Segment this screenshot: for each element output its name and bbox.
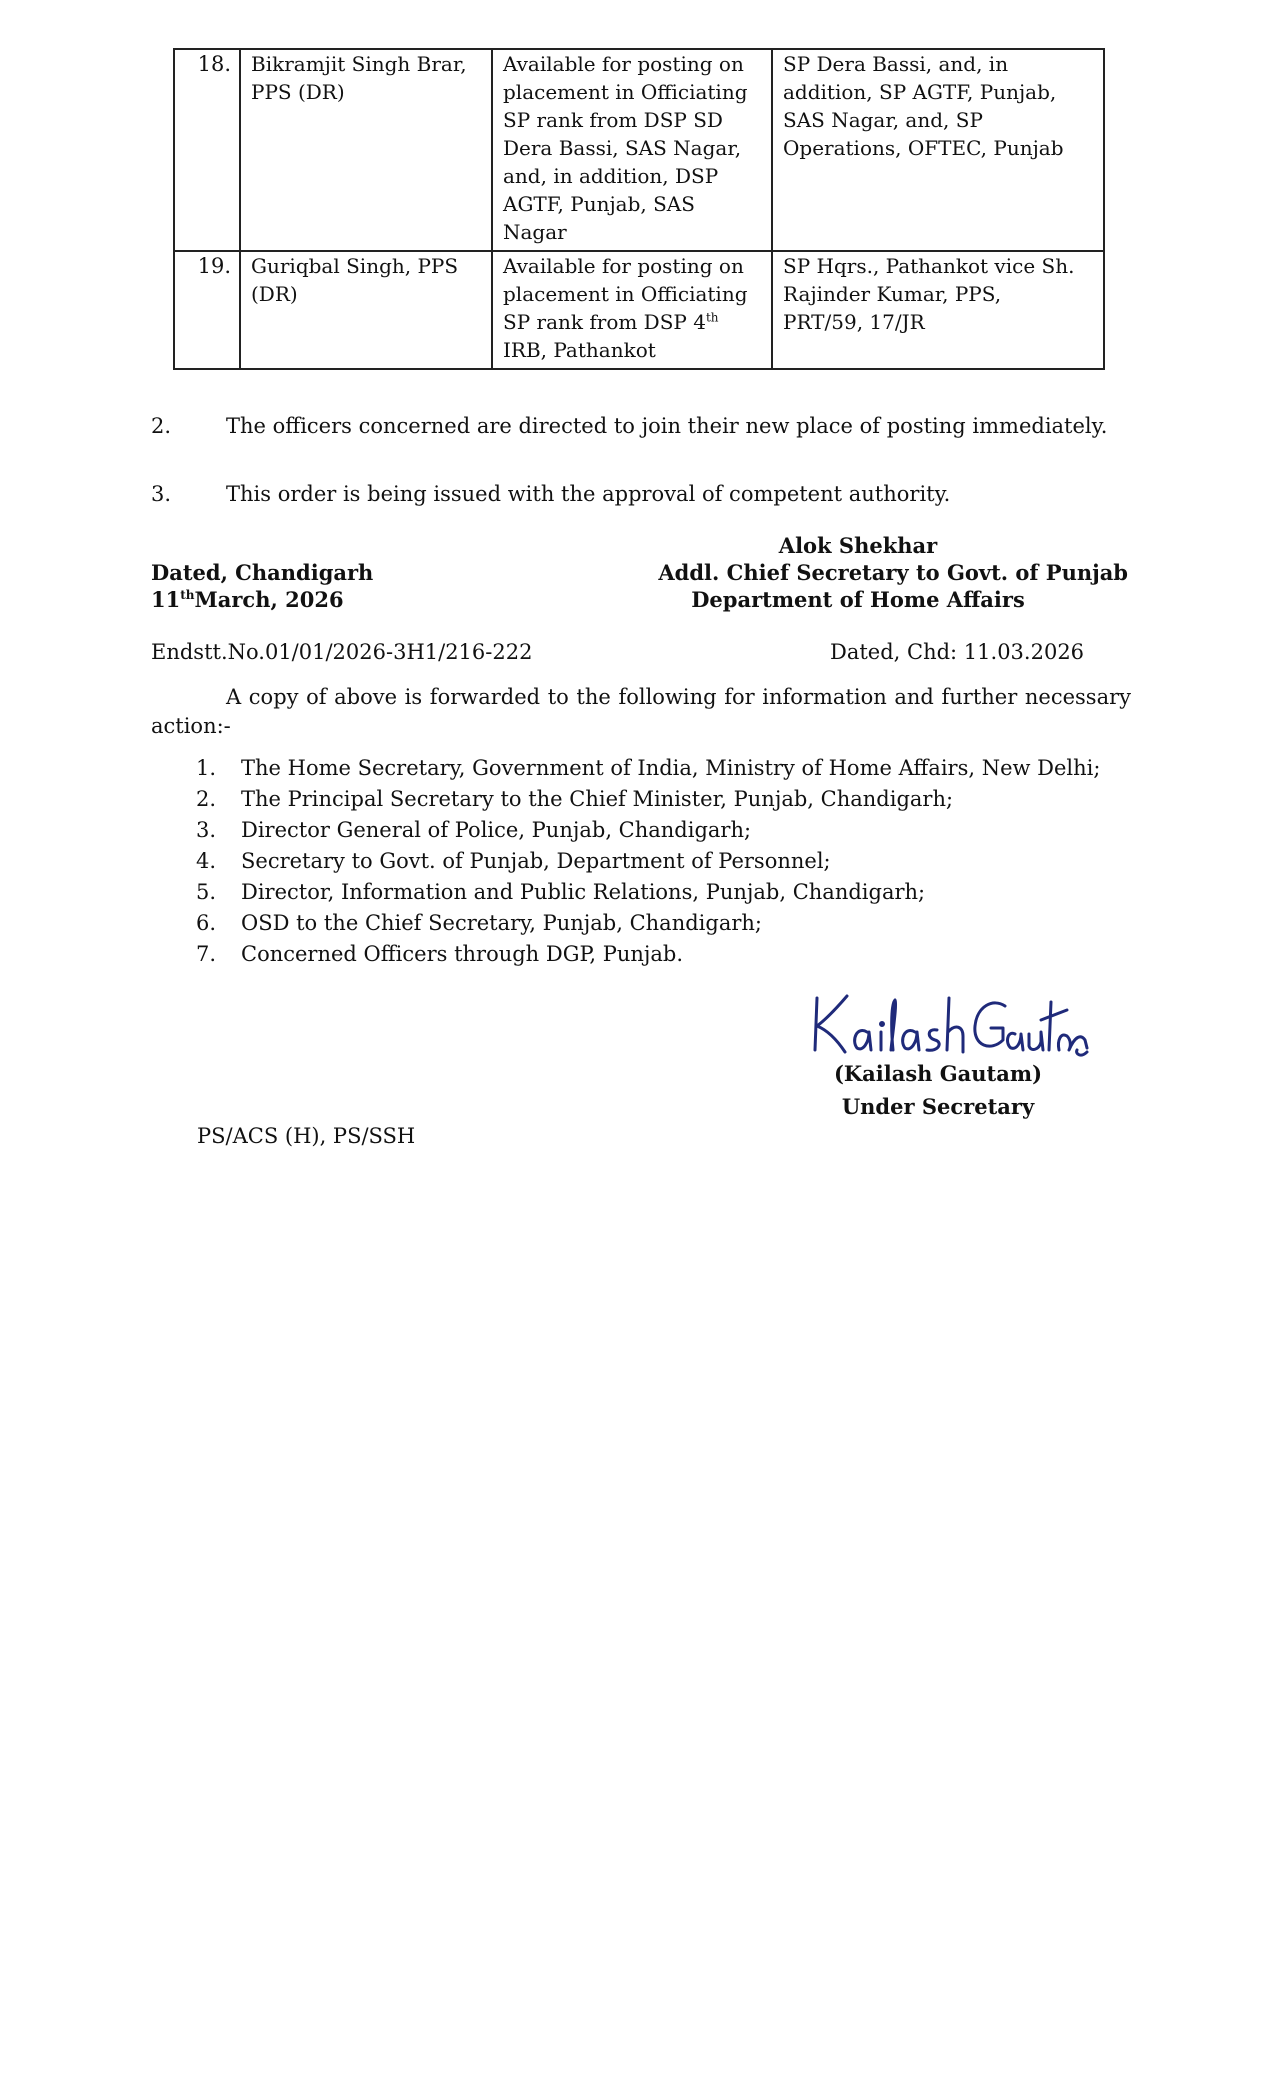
- new-posting: SP Hqrs., Pathankot vice Sh. Rajinder Kumar, PPS, PRT/59, 17/JR: [772, 251, 1104, 369]
- signatory-designation: Addl. Chief Secretary to Govt. of Punjab: [658, 560, 1128, 585]
- signer-name: (Kailash Gautam): [833, 1061, 1043, 1086]
- endorsement-number: Endstt.No.01/01/2026-3H1/216-222: [151, 640, 533, 664]
- table-row: [174, 49, 1104, 251]
- table-row: [174, 251, 1104, 369]
- list-item: 6. OSD to the Chief Secretary, Punjab, Chandigarh;: [196, 911, 762, 935]
- dated-place: Dated, Chandigarh: [151, 560, 374, 585]
- paragraph-3: 3. This order is being issued with the approval of competent authority.: [151, 482, 951, 506]
- signer-block: [818, 1057, 1058, 1123]
- signatory-block: [588, 532, 1128, 613]
- list-item: 7. Concerned Officers through DGP, Punjab.: [196, 942, 684, 966]
- list-item: 4. Secretary to Govt. of Punjab, Department of Personnel;: [196, 849, 831, 873]
- copy-forward-text: A copy of above is forwarded to the following for information and further necessary action:-: [151, 685, 1131, 738]
- endorsement-date: Dated, Chd: 11.03.2026: [830, 640, 1085, 664]
- signatory-name: Alok Shekhar: [778, 533, 938, 558]
- present-posting: Available for posting on placement in Officiating SP rank from DSP 4th IRB, Pathankot: [492, 251, 772, 369]
- postings-table: [173, 48, 1105, 370]
- new-posting: SP Dera Bassi, and, in addition, SP AGTF, Punjab, SAS Nagar, and, SP Operations, OFTEC, Punjab: [772, 49, 1104, 251]
- officer-name: Bikramjit Singh Brar, PPS (DR): [240, 49, 492, 251]
- list-item: 5. Director, Information and Public Relations, Punjab, Chandigarh;: [196, 880, 926, 904]
- dated-date: 11thMarch, 2026: [151, 587, 344, 612]
- present-posting: Available for posting on placement in Officiating SP rank from DSP SD Dera Bassi, SAS Nagar, and, in addition, DSP AGTF, Punjab, SAS Nagar: [492, 49, 772, 251]
- officer-name: Guriqbal Singh, PPS (DR): [240, 251, 492, 369]
- list-item: 3. Director General of Police, Punjab, Chandigarh;: [196, 818, 752, 842]
- serial-number: 18.: [174, 49, 240, 251]
- recipients-list: [196, 753, 1100, 970]
- list-item: 2. The Principal Secretary to the Chief Minister, Punjab, Chandigarh;: [196, 787, 954, 811]
- dated-block: [151, 559, 373, 613]
- cc-line: PS/ACS (H), PS/SSH: [197, 1124, 416, 1148]
- signer-designation: Under Secretary: [841, 1094, 1035, 1119]
- signatory-department: Department of Home Affairs: [691, 587, 1025, 612]
- list-item: 1. The Home Secretary, Government of India, Ministry of Home Affairs, New Delhi;: [196, 756, 1101, 780]
- serial-number: 19.: [174, 251, 240, 369]
- paragraph-2: 2. The officers concerned are directed to join their new place of posting immediately.: [151, 414, 1108, 438]
